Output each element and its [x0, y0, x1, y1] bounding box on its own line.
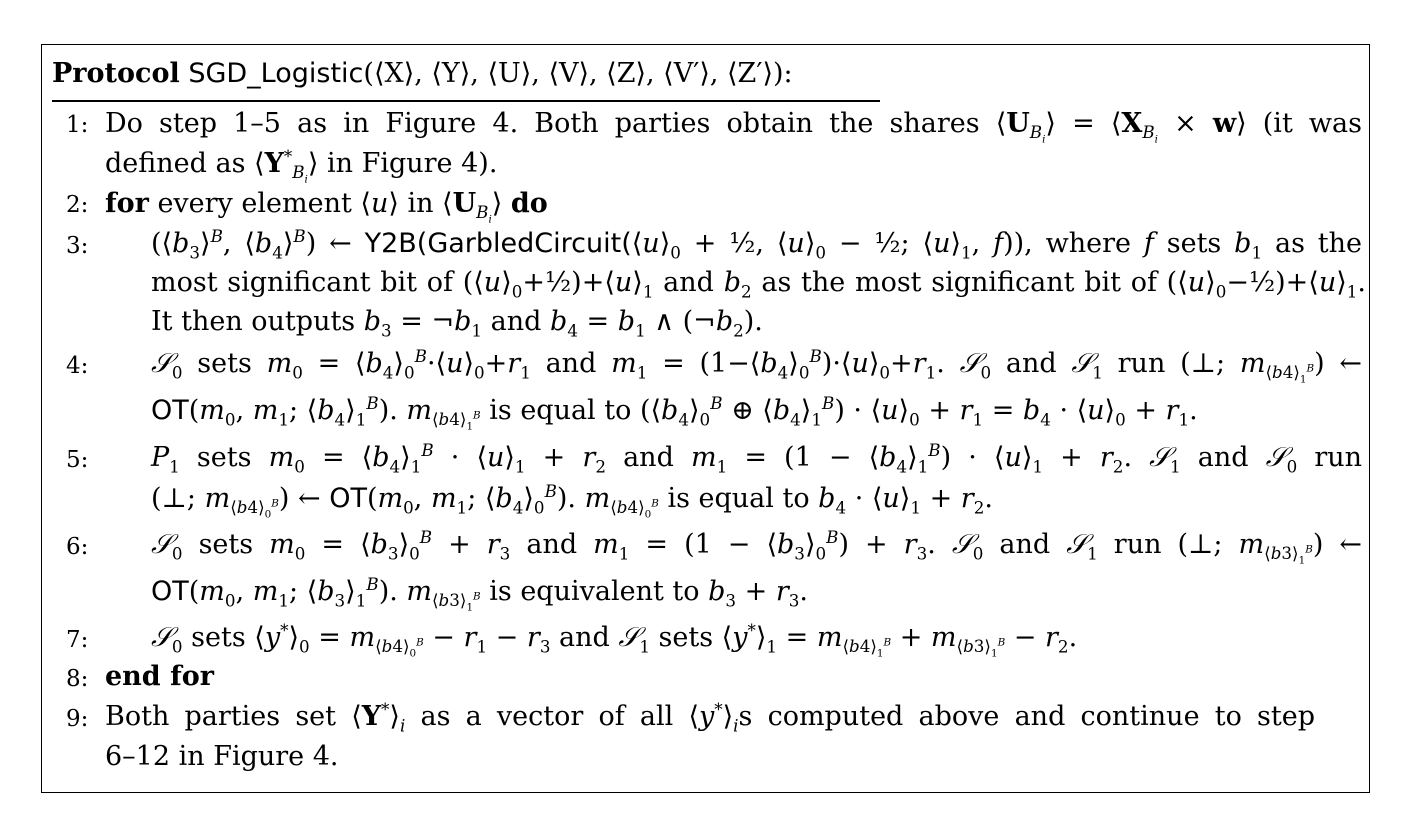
- step-number: 7:: [66, 627, 89, 653]
- step-5-line-2: (⊥; $m_{⟨b4⟩_0^B}$) ← $OT(m_0$, $m_1$; $⟨b_4⟩_0^B$). $m_{⟨b4⟩_0^B}$ is equal to $b_4$ · $⟨u⟩_1 + r_2$.: [151, 481, 993, 521]
- step-number: 9:: [66, 706, 89, 732]
- title-underline: [52, 100, 880, 102]
- step-3-line-2: most significant bit of $(⟨u⟩_0+\frac{1}{2})+⟨u⟩_1$ and $b_2$ as the most significant bit of $(⟨u⟩_0-\frac{1}{2})+⟨u⟩_1$.: [151, 267, 1367, 302]
- step-6-line-2: $OT(m_0$, $m_1$; $⟨b_3⟩_1^B$). $m_{⟨b3⟩_1^B}$ is equivalent to $b_3 + r_3$.: [151, 574, 808, 614]
- step-number: 6:: [66, 534, 89, 560]
- step-number: 3:: [66, 233, 89, 259]
- step-1-line-2: defined as $⟨Y^*_{B_i}⟩$ in Figure 4).: [105, 146, 498, 186]
- step-3-line-1: ($⟨b_3⟩^B$, $⟨b_4⟩^B$) ← $Y2B(GarbledCircuit(⟨u⟩_0$ + ½, $⟨u⟩_0$ − ½; $⟨u⟩_1$, f)), where f sets $b_1$ as the: [151, 226, 1363, 263]
- protocol-title: [52, 58, 793, 89]
- step-5-line-1: $P_1$ sets $m_0$ = $⟨b_4⟩_1^B$ · $⟨u⟩_1 + r_2$ and $m_1 = (1$ − $⟨b_4⟩_1^B$) · $⟨u⟩_1 + r_2$. 𝒮$_1$ and 𝒮$_0$ run: [151, 440, 1363, 477]
- step-number: 1:: [66, 112, 89, 138]
- step-7-line: 𝒮$_0$ sets $⟨y^*⟩_0 = m_{⟨b4⟩_0^B} - r_1 - r_3$ and 𝒮$_1$ sets $⟨y^*⟩_1 = m_{⟨b4⟩_1^B} + m_{⟨b3⟩_1^B} - r_2$.: [151, 620, 1078, 660]
- step-2-line: for every element ⟨u⟩ in $⟨U_{B_i}⟩$ do: [105, 188, 548, 226]
- step-4-line-2: $OT(m_0$, $m_1$; $⟨b_4⟩_1^B$). $m_{⟨b4⟩_1^B}$ is equal to ($⟨b_4⟩_0^B$ ⊕ $⟨b_4⟩_1^B$) · $⟨u⟩_0 + r_1 = b_4$ · $⟨u⟩_0 + r_1$.: [151, 393, 1198, 433]
- step-9-line-2: 6–12 in Figure 4.: [105, 741, 339, 772]
- step-number: 4:: [66, 353, 89, 379]
- protocol-args: (⟨X⟩, ⟨Y⟩, ⟨U⟩, ⟨V⟩, ⟨Z⟩, ⟨V′⟩, ⟨Z′⟩):: [363, 58, 793, 89]
- step-number: 2:: [66, 192, 89, 218]
- step-3-line-3: It then outputs $b_3$ = $\neg b_1$ and $b_4 = b_1$ ∧ $(\neg b_2)$.: [151, 306, 763, 341]
- step-1-line-1: Do step 1–5 as in Figure 4. Both parties obtain the shares $⟨U_{B_i}⟩$ = $⟨X_{B_i}$ × w⟩ (it was: [105, 108, 1362, 146]
- protocol-keyword: Protocol: [52, 58, 180, 89]
- step-9-line-1: Both parties set $⟨Y^*⟩_i$ as a vector of all $⟨y^*⟩_is$ computed above and continue to step: [105, 699, 1315, 736]
- protocol-name: SGD_Logistic: [188, 58, 364, 89]
- step-6-line-1: 𝒮$_0$ sets $m_0$ = $⟨b_3⟩_0^B + r_3$ and $m_1 = (1$ − $⟨b_3⟩_0^B) + r_3$. 𝒮$_0$ and 𝒮$_1$ run (⊥; $m_{⟨b3⟩_1^B}$) ←: [151, 527, 1362, 567]
- step-number: 8:: [66, 666, 89, 692]
- step-4-line-1: 𝒮$_0$ sets $m_0$ = $⟨b_4⟩_0^B\cdot⟨u⟩_0+r_1$ and $m_1$ = $(1-⟨b_4⟩_0^B)\cdot⟨u⟩_0+r_1$. 𝒮$_0$ and 𝒮$_1$ run (⊥; $m_{⟨b4⟩_1^B}$) ←: [151, 346, 1362, 386]
- step-number: 5:: [66, 447, 89, 473]
- step-8-line: end for: [105, 661, 214, 692]
